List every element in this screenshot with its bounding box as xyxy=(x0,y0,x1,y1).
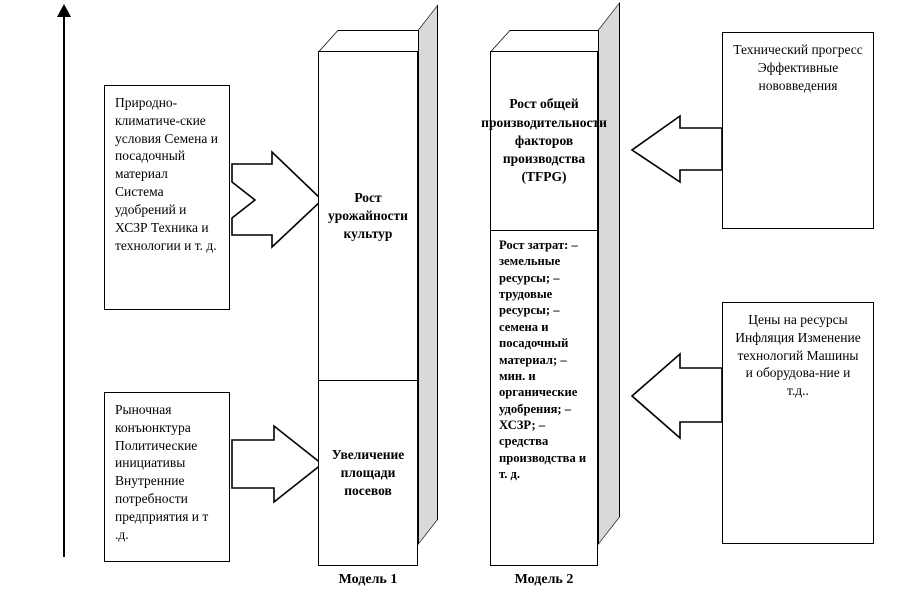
arrow-prices-to-model2 xyxy=(630,352,724,440)
model2-top-segment-label: Рост общей производительности факторов производства (TFPG) xyxy=(481,96,607,185)
market-conditions-text: Рыночная конъюнктура Политические инициативы Внутренние потребности предприятия и т .д. xyxy=(115,402,209,542)
model1-caption: Модель 1 xyxy=(338,572,398,587)
technical-progress-text: Технический прогресс Эффективные нововведения xyxy=(733,42,863,93)
model1-column-side-face xyxy=(418,4,438,545)
model2-bottom-segment xyxy=(490,230,598,566)
model1-bottom-segment xyxy=(318,380,418,566)
model2-column xyxy=(481,30,640,565)
technical-progress-box xyxy=(722,32,874,229)
volume-axis-line xyxy=(63,12,65,557)
market-conditions-box xyxy=(104,392,230,562)
model1-top-segment xyxy=(318,51,418,381)
resource-prices-box xyxy=(722,302,874,544)
model2-column-side-face xyxy=(598,2,620,545)
model2-top-segment xyxy=(481,51,607,231)
arrow-conditions-to-model1 xyxy=(232,152,324,248)
arrow-progress-to-model2 xyxy=(630,116,724,184)
model1-top-segment-label: Рост урожайности культур xyxy=(328,189,408,242)
model1-bottom-segment-label: Увеличение площади посевов xyxy=(331,446,405,499)
natural-climatic-conditions-text: Природно-климатиче-ские условия Семена и посадочный материал Система удобрений и ХСЗР Техника и технологии и т. д. xyxy=(115,95,218,253)
natural-climatic-conditions-box xyxy=(104,85,230,310)
model1-column xyxy=(318,30,448,565)
arrow-market-to-model1 xyxy=(232,424,324,504)
resource-prices-text: Цены на ресурсы Инфляция Изменение технологий Машины и оборудова-ние и т.д.. xyxy=(735,312,861,399)
volume-axis-arrowhead xyxy=(57,4,71,17)
model2-bottom-segment-label: Рост затрат: – земельные ресурсы; – трудовые ресурсы; – семена и посадочный материал; – мин. и органические удобрения; – ХСЗР; – средства производства и т. д. xyxy=(499,238,587,482)
model2-caption: Модель 2 xyxy=(514,572,574,587)
